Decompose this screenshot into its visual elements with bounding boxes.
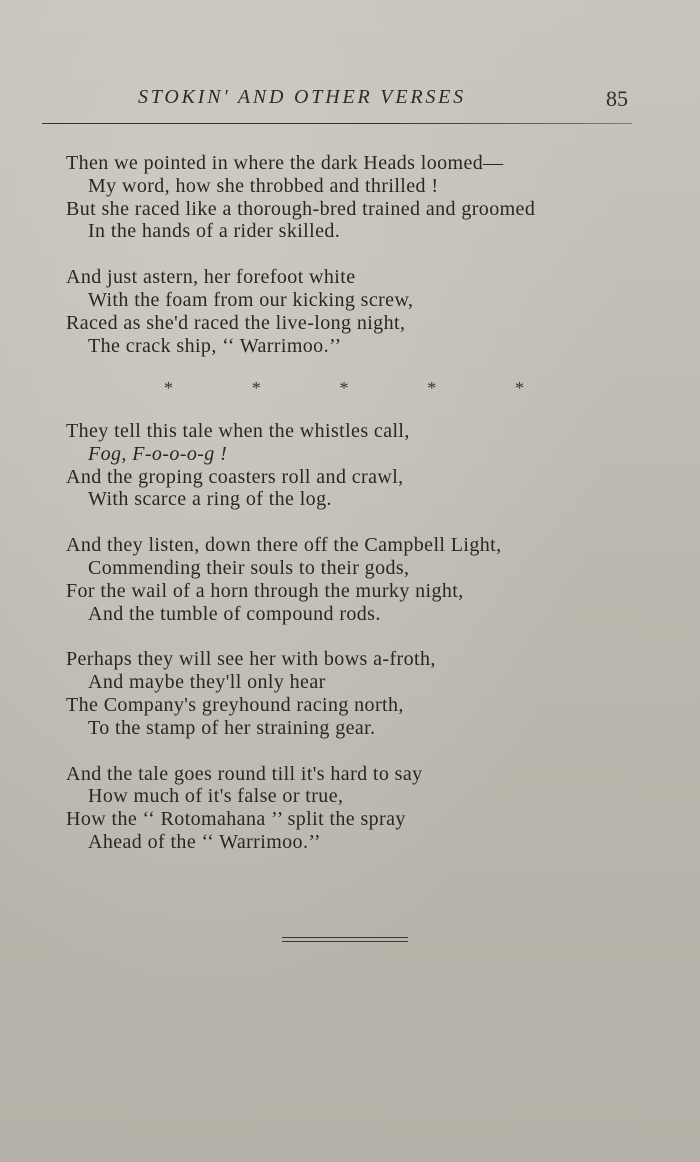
stanza <box>66 420 666 511</box>
asterisk: * <box>164 378 173 398</box>
poem-line: Commending their souls to their gods, <box>88 556 410 579</box>
poem-line: How much of it's false or true, <box>88 785 344 808</box>
poem-part-one <box>66 152 666 380</box>
asterisk: * <box>339 378 349 398</box>
running-title: STOKIN' AND OTHER VERSES <box>138 86 466 108</box>
header-rule <box>42 123 632 124</box>
asterisk: * <box>427 378 437 398</box>
poem-line: For the wail of a horn through the murky night, <box>66 579 464 602</box>
asterisk: * <box>515 378 524 398</box>
poem-line: But she raced like a thorough-bred trained and groomed <box>66 197 536 220</box>
poem-line: Raced as she'd raced the live-long night, <box>66 311 406 334</box>
poem-line: And the tale goes round till it's hard to say <box>66 762 423 785</box>
poem-line: With scarce a ring of the log. <box>88 488 332 511</box>
poem-line: In the hands of a rider skilled. <box>88 220 341 243</box>
poem-line: And they listen, down there off the Campbell Light, <box>66 534 502 557</box>
poem-line: My word, how she throbbed and thrilled ! <box>88 174 439 197</box>
poem-line: Then we pointed in where the dark Heads loomed— <box>66 152 504 174</box>
poem-line: And just astern, her forefoot white <box>66 266 356 289</box>
poem-line: Ahead of the ‘‘ Warrimoo.’’ <box>88 830 321 853</box>
section-break-asterisks <box>164 378 524 399</box>
stanza <box>66 152 666 243</box>
poem-line: With the foam from our kicking screw, <box>88 288 414 311</box>
end-rule-top <box>282 937 408 938</box>
poem-line: To the stamp of her straining gear. <box>88 716 376 739</box>
stanza <box>66 266 666 357</box>
poem-line: They tell this tale when the whistles call, <box>66 420 410 442</box>
poem-line: And maybe they'll only hear <box>88 671 326 694</box>
poem-line: And the groping coasters roll and crawl, <box>66 465 404 488</box>
end-rule-bottom <box>282 941 408 942</box>
poem-line: How the ‘‘ Rotomahana ’’ split the spray <box>66 808 406 831</box>
poem-line: Fog, F-o-o-o-g ! <box>88 442 228 465</box>
poem-line: The crack ship, ‘‘ Warrimoo.’’ <box>88 334 342 357</box>
stanza <box>66 534 666 625</box>
stanza <box>66 648 666 739</box>
poem-line: Perhaps they will see her with bows a-froth, <box>66 648 436 671</box>
poem-line: The Company's greyhound racing north, <box>66 693 404 716</box>
page-number: 85 <box>606 86 628 111</box>
poem-part-two <box>66 420 666 877</box>
stanza <box>66 763 666 854</box>
poem-line: And the tumble of compound rods. <box>88 602 381 625</box>
asterisk: * <box>251 378 261 398</box>
